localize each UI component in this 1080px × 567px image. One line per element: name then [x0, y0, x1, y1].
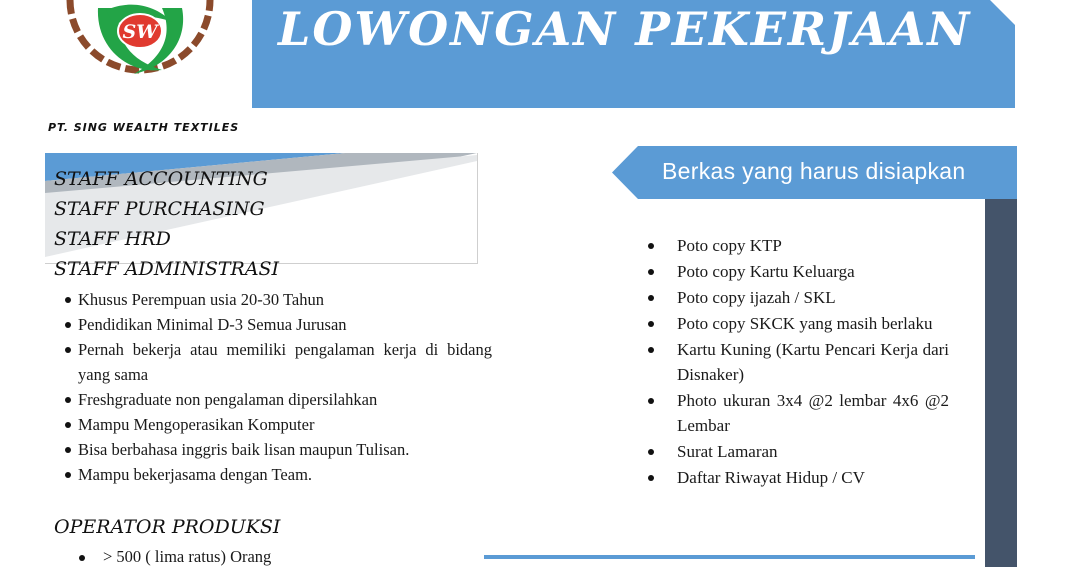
position-accounting: STAFF ACCOUNTING [54, 168, 268, 190]
document-item: Poto copy KTP [644, 233, 949, 258]
document-item: Poto copy ijazah / SKL [644, 285, 949, 310]
position-administrasi: STAFF ADMINISTRASI [54, 258, 280, 280]
requirement-item: Freshgraduate non pengalaman dipersilahkan [62, 387, 492, 412]
requirement-item: Bisa berbahasa inggris baik lisan maupun Tulisan. [62, 437, 492, 462]
bottom-divider [484, 555, 975, 559]
documents-header: Berkas yang harus disiapkan [662, 158, 966, 184]
operator-item-text: > 500 ( lima ratus) Orang [103, 547, 272, 566]
page-title: LOWONGAN PEKERJAAN [278, 2, 972, 56]
company-logo [50, 0, 230, 112]
requirement-item: Mampu Mengoperasikan Komputer [62, 412, 492, 437]
company-name: PT. SING WEALTH TEXTILES [48, 121, 240, 134]
requirement-item: Pendidikan Minimal D-3 Semua Jurusan [62, 312, 492, 337]
document-item: Poto copy SKCK yang masih berlaku [644, 311, 949, 336]
document-item: Surat Lamaran [644, 439, 949, 464]
logo-text: SW [122, 21, 158, 43]
requirement-item: Khusus Perempuan usia 20-30 Tahun [62, 287, 492, 312]
side-accent-bar [985, 199, 1017, 567]
position-hrd: STAFF HRD [54, 228, 171, 250]
operator-item [76, 547, 271, 567]
position-purchasing: STAFF PURCHASING [54, 198, 265, 220]
documents-list [644, 233, 949, 491]
requirement-item: Pernah bekerja atau memiliki pengalaman kerja di bidang yang sama [62, 337, 492, 387]
document-item: Poto copy Kartu Keluarga [644, 259, 949, 284]
requirement-item: Mampu bekerjasama dengan Team. [62, 462, 492, 487]
operator-title: OPERATOR PRODUKSI [54, 516, 281, 538]
document-item: Daftar Riwayat Hidup / CV [644, 465, 949, 490]
document-item: Kartu Kuning (Kartu Pencari Kerja dari Disnaker) [644, 337, 949, 387]
requirements-list [62, 287, 492, 487]
document-item: Photo ukuran 3x4 @2 lembar 4x6 @2 Lembar [644, 388, 949, 438]
